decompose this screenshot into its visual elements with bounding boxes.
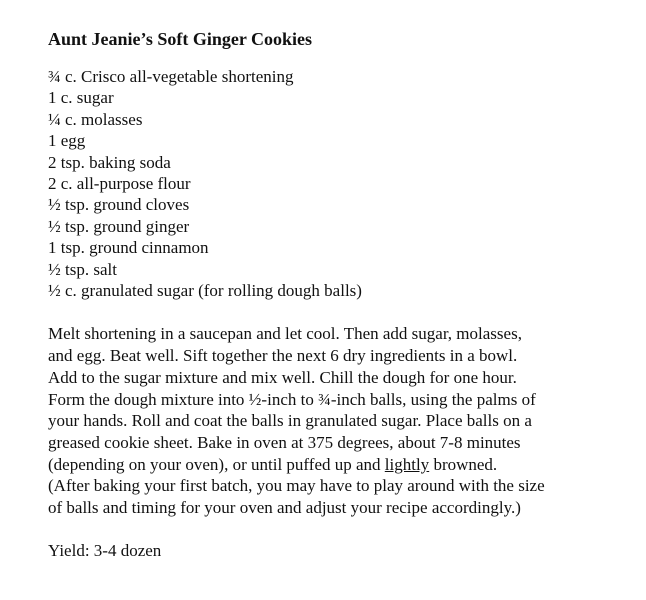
recipe-title: Aunt Jeanie’s Soft Ginger Cookies xyxy=(48,29,313,49)
ingredient-item: 1 tsp. ground cinnamon xyxy=(48,238,209,258)
ingredient-item: ½ tsp. ground ginger xyxy=(48,216,190,236)
instruction-text: browned. xyxy=(429,454,498,474)
ingredient-item: ½ tsp. ground cloves xyxy=(48,195,190,215)
instruction-line xyxy=(48,454,628,476)
ingredient-item: ¾ c. Crisco all-vegetable shortening xyxy=(48,67,294,86)
instruction-line: of balls and timing for your oven and adjust your recipe accordingly.) xyxy=(48,498,521,518)
ingredient-item: ¼ c. molasses xyxy=(48,109,143,129)
instruction-text: (depending on your oven), or until puffed up and xyxy=(48,454,385,474)
instructions-paragraph xyxy=(48,323,628,518)
ingredient-item: ½ c. granulated sugar (for rolling dough balls) xyxy=(48,281,362,301)
ingredient-item: ½ tsp. salt xyxy=(48,259,117,279)
instruction-line: and egg. Beat well. Sift together the next 6 dry ingredients in a bowl. xyxy=(48,346,518,366)
recipe-page xyxy=(48,28,628,561)
instruction-line: greased cookie sheet. Bake in oven at 375 degrees, about 7-8 minutes xyxy=(48,432,521,452)
instruction-line: your hands. Roll and coat the balls in granulated sugar. Place balls on a xyxy=(48,411,532,431)
emphasized-word: lightly xyxy=(384,454,430,474)
ingredient-item: 1 c. sugar xyxy=(48,88,114,108)
instruction-line: (After baking your first batch, you may have to play around with the size xyxy=(48,476,545,496)
instruction-line: Melt shortening in a saucepan and let cool. Then add sugar, molasses, xyxy=(48,324,522,344)
ingredient-item: 2 c. all-purpose flour xyxy=(48,174,191,194)
instruction-line: Form the dough mixture into ½-inch to ¾-inch balls, using the palms of xyxy=(48,389,536,409)
ingredient-item: 1 egg xyxy=(48,131,86,151)
ingredient-item: 2 tsp. baking soda xyxy=(48,152,171,172)
ingredient-list xyxy=(48,66,628,301)
recipe-yield: Yield: 3-4 dozen xyxy=(48,540,162,560)
instruction-line: Add to the sugar mixture and mix well. Chill the dough for one hour. xyxy=(48,367,517,387)
